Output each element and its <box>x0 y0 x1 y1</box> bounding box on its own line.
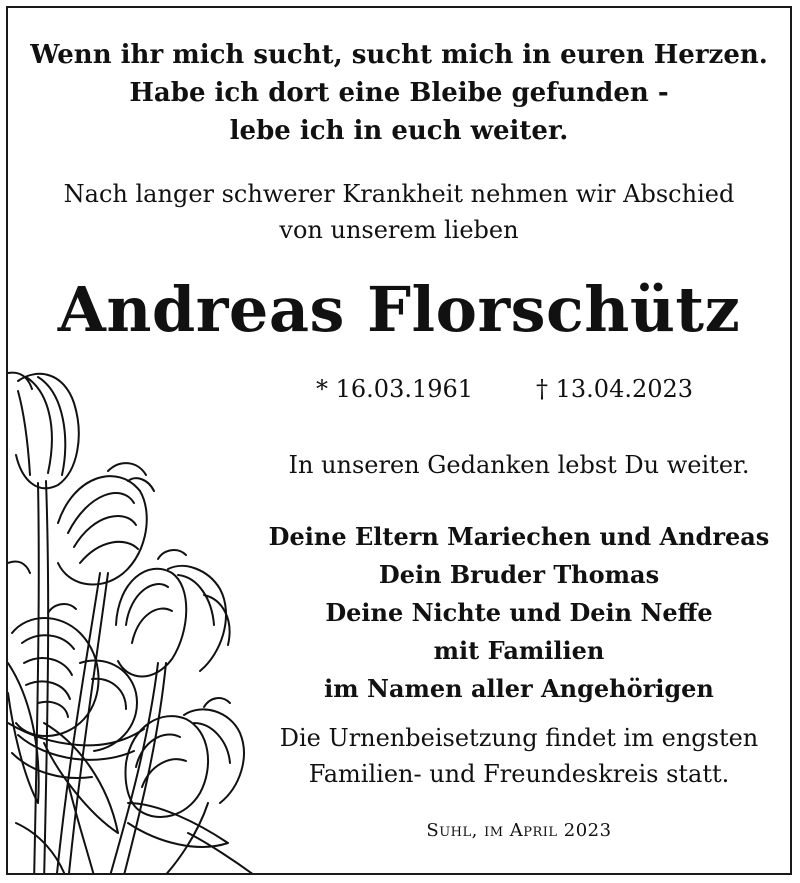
burial-notice <box>256 720 782 792</box>
family-line: mit Familien <box>433 636 605 665</box>
intro-line: von unserem lieben <box>279 216 519 244</box>
family-line: Deine Nichte und Dein Neffe <box>325 598 713 627</box>
motto-line: lebe ich in euch weiter. <box>229 116 569 146</box>
family-line: Deine Eltern Mariechen und Andreas <box>268 522 770 551</box>
motto-line: Wenn ihr mich sucht, sucht mich in euren Herzen. <box>30 40 768 70</box>
burial-line: Familien- und Freundeskreis statt. <box>308 760 730 788</box>
family-line: Dein Bruder Thomas <box>378 560 660 589</box>
family-signatures <box>256 518 782 708</box>
birth-date: * 16.03.1961 <box>316 375 474 403</box>
burial-line: Die Urnenbeisetzung findet im engsten <box>279 724 759 752</box>
place-date: Suhl, im April 2023 <box>426 820 612 841</box>
tulip-illustration-icon <box>8 363 268 875</box>
thoughts-line: In unseren Gedanken lebst Du weiter. <box>288 451 750 479</box>
intro-text <box>8 176 790 248</box>
death-date: † 13.04.2023 <box>536 375 694 403</box>
family-line: im Namen aller Angehörigen <box>324 674 714 703</box>
intro-line: Nach langer schwerer Krankheit nehmen wir Abschied <box>63 180 735 208</box>
obituary-card <box>6 6 792 875</box>
deceased-name: Andreas Florschütz <box>57 273 741 346</box>
motto-line: Habe ich dort eine Bleibe gefunden - <box>129 78 669 108</box>
motto-verse <box>8 36 790 150</box>
